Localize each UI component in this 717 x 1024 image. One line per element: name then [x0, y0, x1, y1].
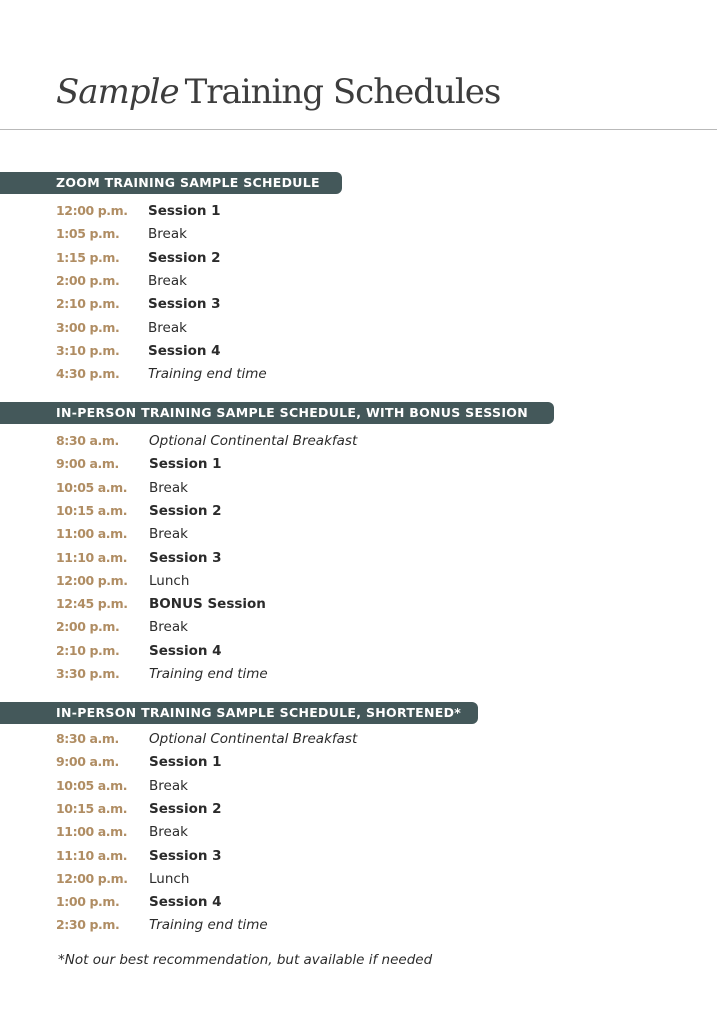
schedule-activity: Session 1 [149, 754, 222, 771]
schedule-time: 11:10 a.m. [56, 847, 128, 863]
schedule-time: 10:05 a.m. [56, 479, 128, 495]
schedule-activity: Session 4 [149, 894, 222, 911]
schedule-time: 12:45 p.m. [56, 596, 128, 612]
schedule-activity: Session 3 [149, 847, 222, 864]
schedule-heading-shortened: IN-PERSON TRAINING SAMPLE SCHEDULE, SHORTENED* [0, 702, 478, 724]
schedule-activity: Training end time [149, 666, 268, 682]
schedule-activity: Training end time [148, 366, 267, 383]
schedule-time: 2:10 p.m. [56, 642, 120, 658]
schedule-activity: Optional Continental Breakfast [149, 433, 358, 449]
schedule-time: 2:10 p.m. [56, 296, 120, 312]
schedule-time: 2:30 p.m. [56, 917, 120, 933]
schedule-activity: Break [149, 619, 188, 636]
schedule-time: 12:00 p.m. [56, 870, 128, 886]
footnote: *Not our best recommendation, but available if needed [58, 952, 433, 968]
schedule-activity: Optional Continental Breakfast [149, 731, 358, 747]
schedule-activity: Break [148, 272, 187, 289]
schedule-time: 10:15 a.m. [56, 800, 128, 816]
schedule-time: 3:00 p.m. [56, 319, 120, 335]
title-emphasis: Sample [56, 72, 179, 112]
schedule-time: 1:15 p.m. [56, 249, 120, 265]
schedule-time: 9:00 a.m. [56, 456, 119, 472]
schedule-time: 9:00 a.m. [56, 754, 119, 770]
schedule-activity: Session 1 [148, 203, 221, 219]
schedule-activity: Break [149, 479, 188, 496]
schedule-activity: Session 3 [149, 549, 222, 566]
schedule-time: 2:00 p.m. [56, 272, 120, 288]
schedule-activity: Session 3 [148, 296, 221, 313]
schedule-activity: Session 4 [148, 342, 221, 359]
schedule-time: 3:10 p.m. [56, 342, 120, 358]
schedule-time: 11:00 a.m. [56, 526, 128, 542]
schedule-time: 10:05 a.m. [56, 777, 128, 793]
schedule-time: 11:10 a.m. [56, 549, 128, 565]
schedule-time: 11:00 a.m. [56, 824, 128, 840]
schedule-activity: Session 4 [149, 642, 222, 659]
schedule-time: 4:30 p.m. [56, 366, 120, 382]
schedule-time: 12:00 p.m. [56, 572, 128, 588]
schedule-activity: Session 1 [149, 456, 222, 473]
schedule-activity: Break [149, 526, 188, 543]
schedule-time: 1:05 p.m. [56, 226, 120, 242]
schedule-activity: Session 2 [148, 249, 221, 266]
title-divider [0, 129, 717, 130]
schedule-time: 8:30 a.m. [56, 731, 119, 746]
schedule-heading-bonus: IN-PERSON TRAINING SAMPLE SCHEDULE, WITH BONUS SESSION [0, 402, 554, 424]
schedule-heading-zoom: ZOOM TRAINING SAMPLE SCHEDULE [0, 172, 342, 194]
schedule-activity: Training end time [149, 917, 268, 934]
schedule-activity: Session 2 [149, 502, 222, 519]
schedule-activity: Break [149, 824, 188, 841]
schedule-activity: Break [148, 319, 187, 336]
title-rest: Training Schedules [184, 72, 501, 112]
schedule-activity: Session 2 [149, 800, 222, 817]
schedule-time: 1:00 p.m. [56, 894, 120, 910]
schedule-time: 2:00 p.m. [56, 619, 120, 635]
schedule-activity: Break [149, 777, 188, 794]
schedule-time: 12:00 p.m. [56, 203, 128, 218]
schedule-activity: Lunch [149, 572, 190, 589]
schedule-time: 3:30 p.m. [56, 666, 120, 681]
schedule-activity: BONUS Session [149, 596, 266, 613]
schedule-time: 8:30 a.m. [56, 433, 119, 448]
page-title [56, 72, 500, 112]
schedule-activity: Break [148, 226, 187, 243]
schedule-time: 10:15 a.m. [56, 502, 128, 518]
schedule-activity: Lunch [149, 870, 190, 887]
